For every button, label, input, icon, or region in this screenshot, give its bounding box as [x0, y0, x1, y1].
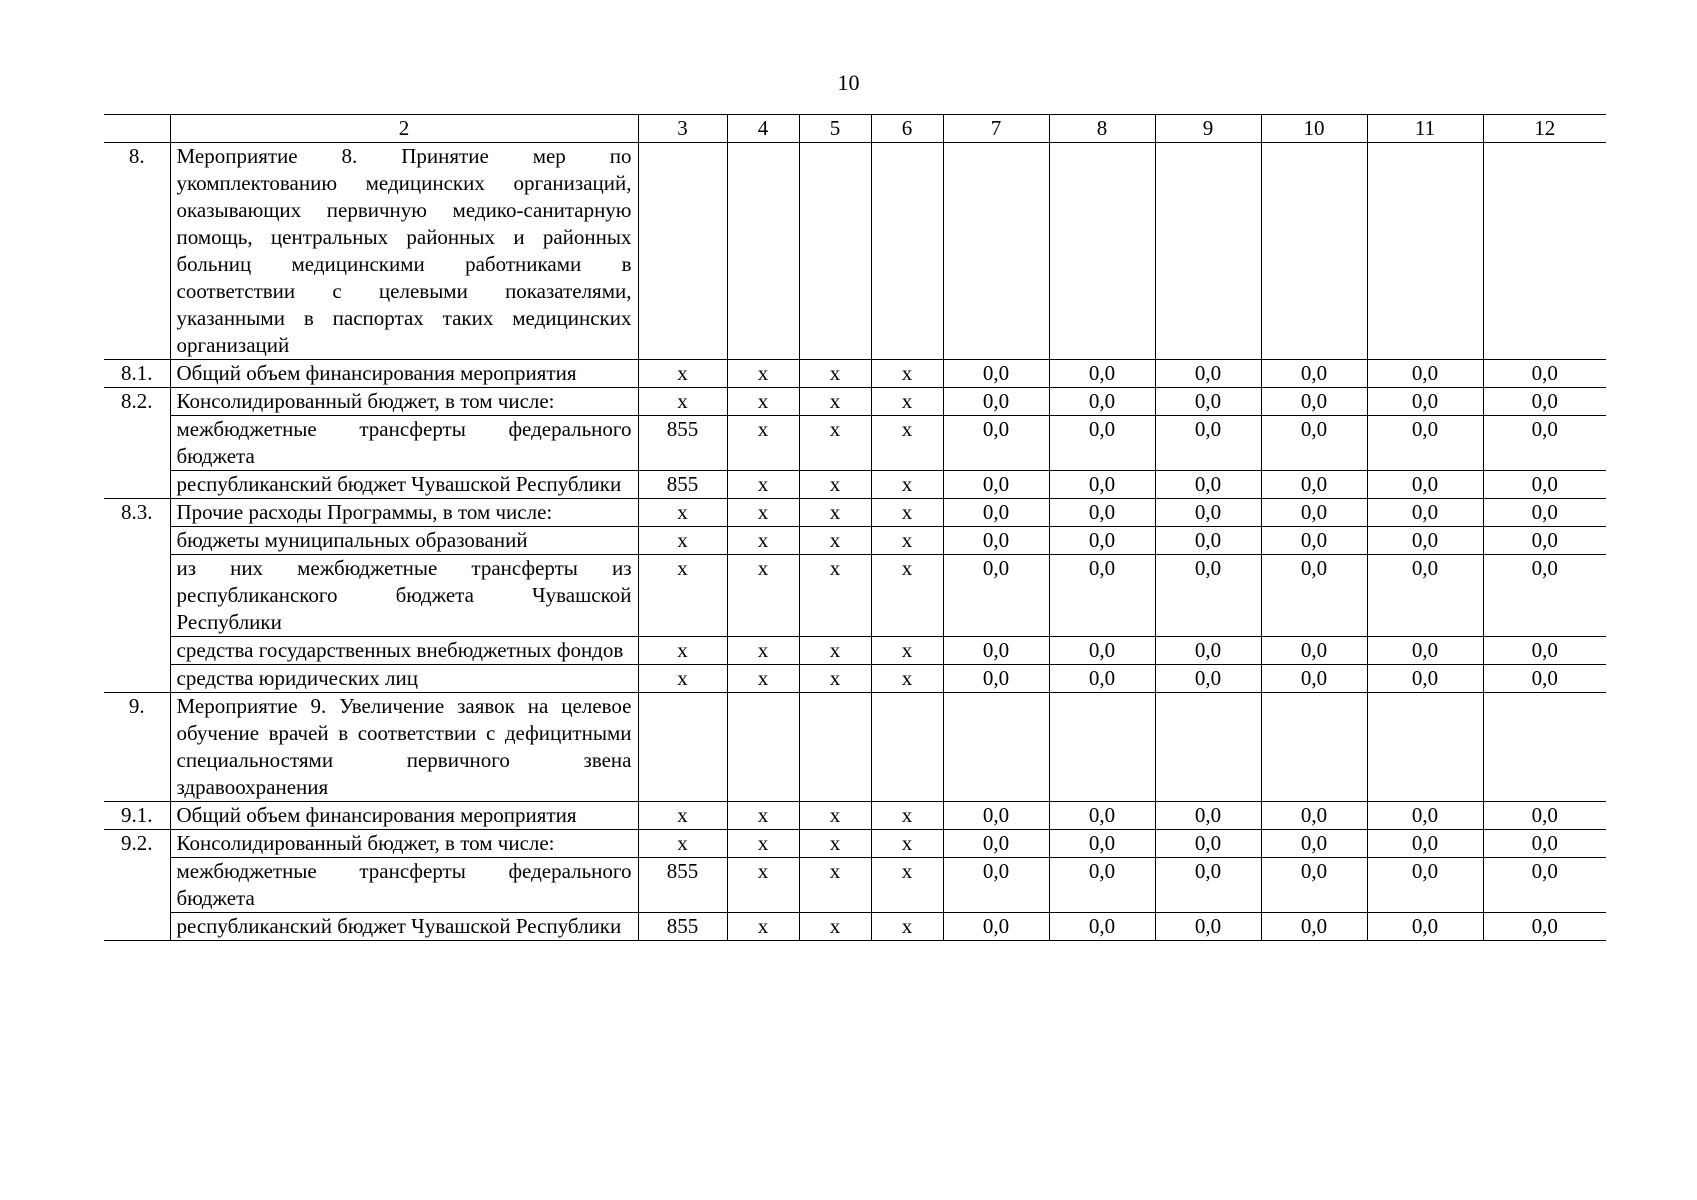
value-cell: 0,0 [943, 527, 1049, 555]
value-cell: 0,0 [1155, 830, 1261, 858]
value-cell: х [799, 858, 871, 913]
value-cell: 0,0 [1483, 858, 1606, 913]
value-cell: х [871, 471, 943, 499]
value-cell: х [871, 360, 943, 388]
value-cell: 0,0 [1483, 527, 1606, 555]
value-cell: х [871, 527, 943, 555]
value-cell: 0,0 [943, 416, 1049, 471]
value-cell: 0,0 [1049, 471, 1155, 499]
row-number [104, 471, 170, 499]
value-cell: 0,0 [1261, 802, 1367, 830]
value-cell: х [727, 527, 799, 555]
value-cell [799, 143, 871, 360]
value-cell: 0,0 [1367, 360, 1483, 388]
header-cell: 7 [943, 115, 1049, 143]
value-cell [943, 143, 1049, 360]
value-cell: х [638, 388, 727, 416]
value-cell: 0,0 [943, 858, 1049, 913]
header-cell: 3 [638, 115, 727, 143]
value-cell: 0,0 [943, 830, 1049, 858]
row-description: Консолидированный бюджет, в том числе: [170, 830, 638, 858]
table-row [104, 555, 1606, 637]
value-cell: 0,0 [1049, 499, 1155, 527]
value-cell: х [871, 637, 943, 665]
row-number: 9.2. [104, 830, 170, 858]
value-cell: х [727, 360, 799, 388]
value-cell: х [799, 527, 871, 555]
value-cell [799, 693, 871, 802]
value-cell: х [638, 637, 727, 665]
value-cell: 0,0 [1049, 802, 1155, 830]
value-cell [638, 693, 727, 802]
value-cell: 0,0 [1155, 913, 1261, 941]
value-cell [871, 143, 943, 360]
value-cell [943, 693, 1049, 802]
row-description: республиканский бюджет Чувашской Республики [170, 913, 638, 941]
value-cell: 0,0 [1483, 499, 1606, 527]
value-cell: х [638, 830, 727, 858]
header-cell: 9 [1155, 115, 1261, 143]
table-row [104, 471, 1606, 499]
value-cell: 0,0 [1155, 802, 1261, 830]
value-cell [1261, 143, 1367, 360]
value-cell: 0,0 [1261, 471, 1367, 499]
value-cell [1049, 143, 1155, 360]
value-cell: 0,0 [1483, 555, 1606, 637]
row-description: средства государственных внебюджетных фондов [170, 637, 638, 665]
value-cell: 0,0 [1261, 416, 1367, 471]
value-cell: х [727, 471, 799, 499]
value-cell: х [871, 830, 943, 858]
value-cell: х [727, 555, 799, 637]
row-description: из них межбюджетные трансферты из республиканского бюджета Чувашской Республики [170, 555, 638, 637]
table-row [104, 388, 1606, 416]
row-number: 8.1. [104, 360, 170, 388]
value-cell: х [799, 360, 871, 388]
table-row [104, 665, 1606, 693]
value-cell: х [871, 858, 943, 913]
value-cell: 0,0 [1261, 555, 1367, 637]
value-cell: х [871, 388, 943, 416]
value-cell: 0,0 [1049, 388, 1155, 416]
header-cell: 4 [727, 115, 799, 143]
value-cell: 0,0 [1155, 388, 1261, 416]
table-row [104, 913, 1606, 941]
value-cell: 0,0 [1155, 665, 1261, 693]
row-number: 8.3. [104, 499, 170, 527]
table-row [104, 527, 1606, 555]
header-cell: 10 [1261, 115, 1367, 143]
value-cell: 0,0 [1049, 555, 1155, 637]
value-cell: 0,0 [1367, 830, 1483, 858]
value-cell: 855 [638, 913, 727, 941]
row-description: Прочие расходы Программы, в том числе: [170, 499, 638, 527]
value-cell: 0,0 [1049, 665, 1155, 693]
value-cell: 0,0 [1483, 913, 1606, 941]
table-row [104, 802, 1606, 830]
value-cell: х [799, 665, 871, 693]
value-cell [638, 143, 727, 360]
value-cell: 0,0 [1367, 555, 1483, 637]
value-cell: х [727, 637, 799, 665]
value-cell: 0,0 [1483, 388, 1606, 416]
value-cell: 0,0 [943, 471, 1049, 499]
row-number [104, 637, 170, 665]
value-cell: х [638, 555, 727, 637]
row-description: Общий объем финансирования мероприятия [170, 802, 638, 830]
value-cell: х [727, 388, 799, 416]
row-number [104, 555, 170, 637]
row-number [104, 665, 170, 693]
row-number [104, 913, 170, 941]
row-number: 9.1. [104, 802, 170, 830]
value-cell [727, 143, 799, 360]
value-cell [1367, 693, 1483, 802]
row-description: межбюджетные трансферты федерального бюджета [170, 858, 638, 913]
value-cell: 0,0 [1155, 555, 1261, 637]
value-cell [1367, 143, 1483, 360]
value-cell: 0,0 [943, 665, 1049, 693]
row-description: Мероприятие 9. Увеличение заявок на целевое обучение врачей в соответствии с дефицитными специальностями первичного звена здравоохранения [170, 693, 638, 802]
header-cell: 2 [170, 115, 638, 143]
value-cell: 0,0 [1049, 360, 1155, 388]
value-cell: х [799, 830, 871, 858]
row-number: 8. [104, 143, 170, 360]
value-cell: 0,0 [1049, 416, 1155, 471]
value-cell: 0,0 [1261, 858, 1367, 913]
value-cell: х [727, 665, 799, 693]
value-cell [1261, 693, 1367, 802]
budget-table [104, 114, 1606, 941]
row-description: бюджеты муниципальных образований [170, 527, 638, 555]
value-cell: х [799, 471, 871, 499]
row-number [104, 858, 170, 913]
value-cell: х [638, 499, 727, 527]
row-number: 8.2. [104, 388, 170, 416]
value-cell: 0,0 [1049, 858, 1155, 913]
value-cell: 0,0 [1367, 858, 1483, 913]
header-row [104, 115, 1606, 143]
value-cell: 0,0 [1155, 499, 1261, 527]
value-cell: 0,0 [943, 499, 1049, 527]
value-cell: 0,0 [943, 360, 1049, 388]
value-cell: 0,0 [1155, 360, 1261, 388]
value-cell: 0,0 [1367, 913, 1483, 941]
value-cell: 0,0 [1261, 637, 1367, 665]
value-cell [727, 693, 799, 802]
value-cell: 0,0 [1261, 913, 1367, 941]
value-cell: 0,0 [1155, 858, 1261, 913]
value-cell: 0,0 [1367, 637, 1483, 665]
table-row [104, 499, 1606, 527]
row-number [104, 416, 170, 471]
value-cell: 0,0 [1483, 665, 1606, 693]
row-description: Общий объем финансирования мероприятия [170, 360, 638, 388]
value-cell: 855 [638, 858, 727, 913]
value-cell: 0,0 [1261, 665, 1367, 693]
value-cell [1155, 143, 1261, 360]
value-cell: х [799, 555, 871, 637]
value-cell: х [727, 499, 799, 527]
value-cell: 0,0 [1483, 416, 1606, 471]
value-cell: 0,0 [1483, 830, 1606, 858]
row-description: республиканский бюджет Чувашской Республики [170, 471, 638, 499]
value-cell: 0,0 [1367, 499, 1483, 527]
value-cell [1483, 143, 1606, 360]
value-cell: 0,0 [1049, 527, 1155, 555]
table-row [104, 830, 1606, 858]
value-cell: 855 [638, 416, 727, 471]
value-cell: 0,0 [1367, 802, 1483, 830]
value-cell: 0,0 [1483, 637, 1606, 665]
value-cell: х [799, 913, 871, 941]
page-number: 10 [837, 70, 860, 95]
value-cell: 0,0 [1155, 471, 1261, 499]
table-body [104, 115, 1606, 941]
value-cell: 0,0 [1367, 388, 1483, 416]
value-cell: 0,0 [943, 913, 1049, 941]
value-cell: х [871, 416, 943, 471]
value-cell: 0,0 [1483, 802, 1606, 830]
row-description: Консолидированный бюджет, в том числе: [170, 388, 638, 416]
value-cell: х [727, 913, 799, 941]
row-description: межбюджетные трансферты федерального бюджета [170, 416, 638, 471]
value-cell: х [799, 637, 871, 665]
table-row [104, 637, 1606, 665]
header-cell: 6 [871, 115, 943, 143]
value-cell: 855 [638, 471, 727, 499]
row-description: средства юридических лиц [170, 665, 638, 693]
value-cell: 0,0 [1261, 360, 1367, 388]
header-cell: 11 [1367, 115, 1483, 143]
value-cell: 0,0 [1049, 830, 1155, 858]
header-cell: 8 [1049, 115, 1155, 143]
value-cell: 0,0 [1261, 830, 1367, 858]
value-cell: х [799, 499, 871, 527]
value-cell: 0,0 [1261, 527, 1367, 555]
value-cell: 0,0 [1367, 665, 1483, 693]
value-cell: 0,0 [1155, 416, 1261, 471]
value-cell: х [638, 665, 727, 693]
table-row [104, 858, 1606, 913]
value-cell: 0,0 [1155, 637, 1261, 665]
value-cell: 0,0 [943, 637, 1049, 665]
table-row [104, 143, 1606, 360]
table-row [104, 416, 1606, 471]
table-row [104, 693, 1606, 802]
row-number [104, 527, 170, 555]
value-cell: 0,0 [1367, 471, 1483, 499]
value-cell: 0,0 [1483, 471, 1606, 499]
value-cell: 0,0 [1367, 416, 1483, 471]
header-cell [104, 115, 170, 143]
value-cell: 0,0 [1483, 360, 1606, 388]
value-cell: х [727, 802, 799, 830]
value-cell: х [727, 830, 799, 858]
value-cell: х [871, 802, 943, 830]
value-cell: х [638, 527, 727, 555]
table-row [104, 360, 1606, 388]
value-cell: х [871, 913, 943, 941]
value-cell: х [871, 665, 943, 693]
value-cell [871, 693, 943, 802]
value-cell: х [799, 388, 871, 416]
header-cell: 5 [799, 115, 871, 143]
value-cell: 0,0 [1261, 388, 1367, 416]
value-cell [1049, 693, 1155, 802]
header-cell: 12 [1483, 115, 1606, 143]
value-cell: 0,0 [943, 555, 1049, 637]
row-description: Мероприятие 8. Принятие мер по укомплектованию медицинских организаций, оказывающих первичную медико-санитарную помощь, центральных районных и районных больниц медицинскими работниками в соответствии с целевыми показателями, указанными в паспортах таких медицинских организаций [170, 143, 638, 360]
value-cell: х [638, 802, 727, 830]
value-cell: 0,0 [1261, 499, 1367, 527]
value-cell: х [799, 802, 871, 830]
value-cell: х [871, 555, 943, 637]
value-cell: х [638, 360, 727, 388]
value-cell: х [727, 858, 799, 913]
value-cell: 0,0 [943, 388, 1049, 416]
row-number: 9. [104, 693, 170, 802]
value-cell: х [727, 416, 799, 471]
value-cell: 0,0 [1367, 527, 1483, 555]
value-cell [1483, 693, 1606, 802]
value-cell: 0,0 [1155, 527, 1261, 555]
value-cell: 0,0 [943, 802, 1049, 830]
value-cell [1155, 693, 1261, 802]
value-cell: х [799, 416, 871, 471]
value-cell: х [871, 499, 943, 527]
value-cell: 0,0 [1049, 913, 1155, 941]
value-cell: 0,0 [1049, 637, 1155, 665]
